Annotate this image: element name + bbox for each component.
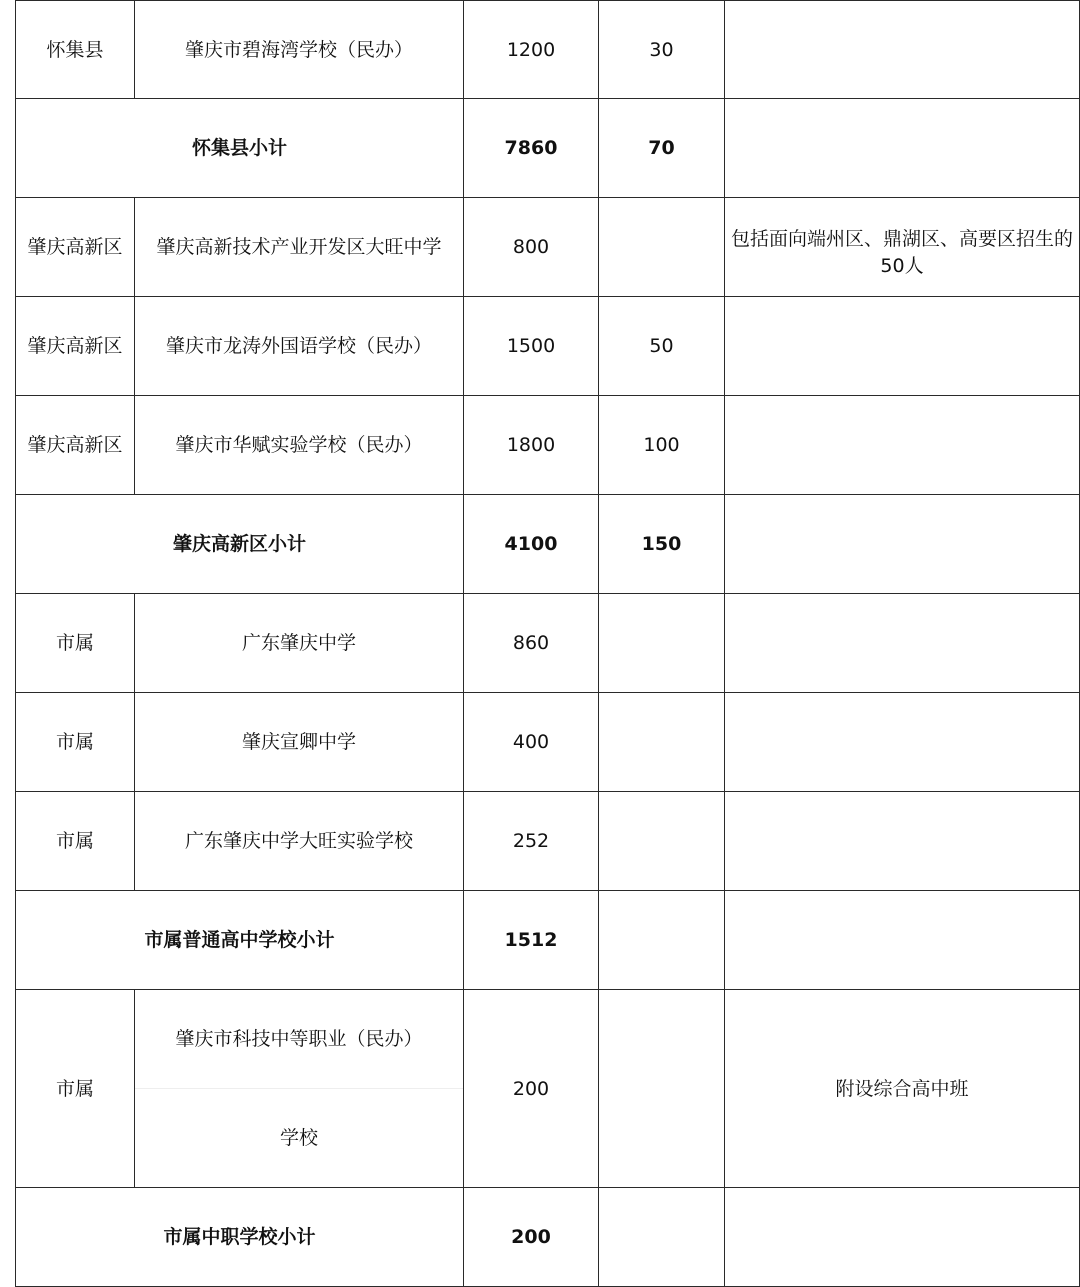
plan-cell: 860: [464, 594, 599, 693]
note-cell: [725, 792, 1080, 891]
plan-cell: 400: [464, 693, 599, 792]
school-name-line-1: 肇庆市科技中等职业（民办）: [135, 991, 463, 1090]
school-cell: 广东肇庆中学大旺实验学校: [135, 792, 464, 891]
plan-cell: 200: [464, 990, 599, 1188]
subtotal-row: [16, 891, 1080, 990]
subtotal-row: [16, 1188, 1080, 1287]
school-cell: 肇庆市碧海湾学校（民办）: [135, 1, 464, 99]
school-cell: 广东肇庆中学: [135, 594, 464, 693]
district-cell: 市属: [16, 693, 135, 792]
extra-cell: [599, 990, 725, 1188]
school-cell: 肇庆市华赋实验学校（民办）: [135, 396, 464, 495]
table-row: [16, 792, 1080, 891]
plan-cell: 200: [464, 1188, 599, 1287]
school-cell: 肇庆市龙涛外国语学校（民办）: [135, 297, 464, 396]
extra-cell: 30: [599, 1, 725, 99]
extra-cell: [599, 891, 725, 990]
plan-cell: 800: [464, 198, 599, 297]
subtotal-label: 市属中职学校小计: [16, 1188, 464, 1287]
table-row: [16, 990, 1080, 1188]
note-cell: [725, 495, 1080, 594]
district-cell: 市属: [16, 990, 135, 1188]
subtotal-label: 怀集县小计: [16, 99, 464, 198]
district-cell: 市属: [16, 594, 135, 693]
note-cell: [725, 1, 1080, 99]
note-cell: [725, 297, 1080, 396]
plan-cell: 1500: [464, 297, 599, 396]
extra-cell: 50: [599, 297, 725, 396]
note-cell: [725, 99, 1080, 198]
plan-cell: 1512: [464, 891, 599, 990]
district-cell: 市属: [16, 792, 135, 891]
table-row: [16, 693, 1080, 792]
district-cell: 肇庆高新区: [16, 396, 135, 495]
note-cell: 附设综合高中班: [725, 990, 1080, 1188]
table-row: [16, 1, 1080, 99]
subtotal-row: [16, 495, 1080, 594]
subtotal-row: [16, 99, 1080, 198]
note-cell: [725, 693, 1080, 792]
extra-cell: 150: [599, 495, 725, 594]
subtotal-label: 肇庆高新区小计: [16, 495, 464, 594]
table-row: [16, 198, 1080, 297]
note-cell: [725, 594, 1080, 693]
district-cell: 肇庆高新区: [16, 198, 135, 297]
plan-cell: 7860: [464, 99, 599, 198]
table-row: [16, 594, 1080, 693]
note-cell: [725, 396, 1080, 495]
note-cell: [725, 1188, 1080, 1287]
district-cell: 肇庆高新区: [16, 297, 135, 396]
subtotal-label: 市属普通高中学校小计: [16, 891, 464, 990]
school-name-line-2: 学校: [279, 1126, 318, 1149]
enrollment-table: [15, 0, 1080, 1287]
plan-cell: 1800: [464, 396, 599, 495]
school-cell: 肇庆高新技术产业开发区大旺中学: [135, 198, 464, 297]
extra-cell: [599, 1188, 725, 1287]
extra-cell: 70: [599, 99, 725, 198]
extra-cell: [599, 198, 725, 297]
table-row: [16, 396, 1080, 495]
extra-cell: 100: [599, 396, 725, 495]
extra-cell: [599, 594, 725, 693]
note-cell: 包括面向端州区、鼎湖区、高要区招生的50人: [725, 198, 1080, 297]
extra-cell: [599, 693, 725, 792]
district-cell: 怀集县: [16, 1, 135, 99]
table-row: [16, 297, 1080, 396]
note-cell: [725, 891, 1080, 990]
school-cell: [135, 990, 464, 1188]
plan-cell: 1200: [464, 1, 599, 99]
extra-cell: [599, 792, 725, 891]
plan-cell: 252: [464, 792, 599, 891]
school-cell: 肇庆宣卿中学: [135, 693, 464, 792]
plan-cell: 4100: [464, 495, 599, 594]
